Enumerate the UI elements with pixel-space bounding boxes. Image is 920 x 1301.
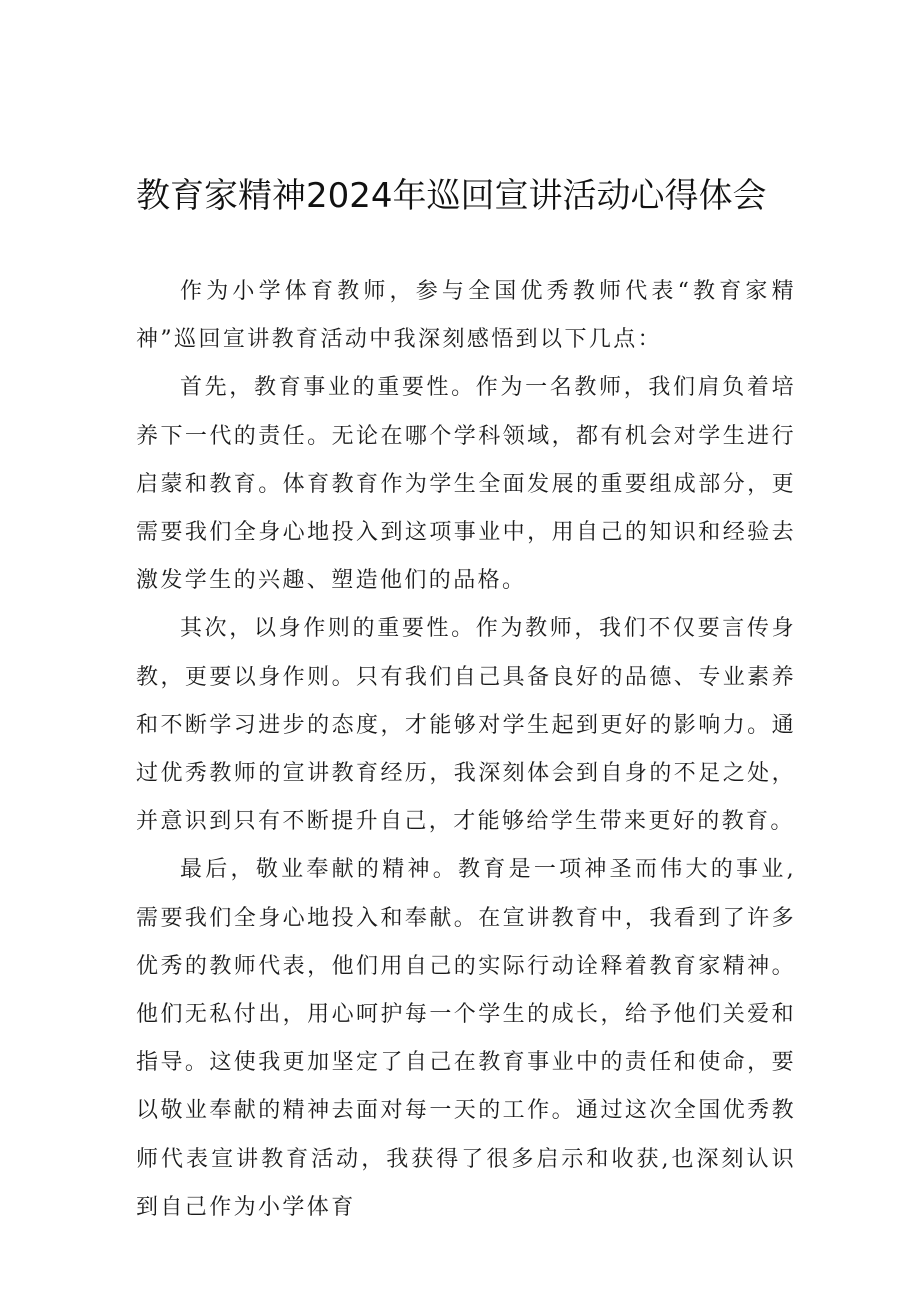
paragraph-first-point: 首先，教育事业的重要性。作为一名教师，我们肩负着培养下一代的责任。无论在哪个学科领域，都有机会对学生进行启蒙和教育。体育教育作为学生全面发展的重要组成部分，更需要我们全身心地投入到这项事业中，用自己的知识和经验去激发学生的兴趣、塑造他们的品格。 [136, 375, 796, 594]
document-body [136, 268, 796, 1232]
paragraph-intro: 作为小学体育教师，参与全国优秀教师代表“教育家精神”巡回宣讲教育活动中我深刻感悟到以下几点： [136, 279, 796, 353]
document-title: 教育家精神2024年巡回宣讲活动心得体会 [136, 176, 767, 216]
paragraph-second-point: 其次，以身作则的重要性。作为教师，我们不仅要言传身教，更要以身作则。只有我们自己具备良好的品德、专业素养和不断学习进步的态度，才能够对学生起到更好的影响力。通过优秀教师的宣讲教育经历，我深刻体会到自身的不足之处，并意识到只有不断提升自己，才能够给学生带来更好的教育。 [136, 616, 796, 835]
paragraph-third-point: 最后，敬业奉献的精神。教育是一项神圣而伟大的事业,需要我们全身心地投入和奉献。在宣讲教育中，我看到了许多优秀的教师代表，他们用自己的实际行动诠释着教育家精神。他们无私付出，用心呵护每一个学生的成长，给予他们关爱和指导。这使我更加坚定了自己在教育事业中的责任和使命，要以敬业奉献的精神去面对每一天的工作。通过这次全国优秀教师代表宣讲教育活动，我获得了很多启示和收获,也深刻认识到自己作为小学体育 [136, 857, 796, 1220]
